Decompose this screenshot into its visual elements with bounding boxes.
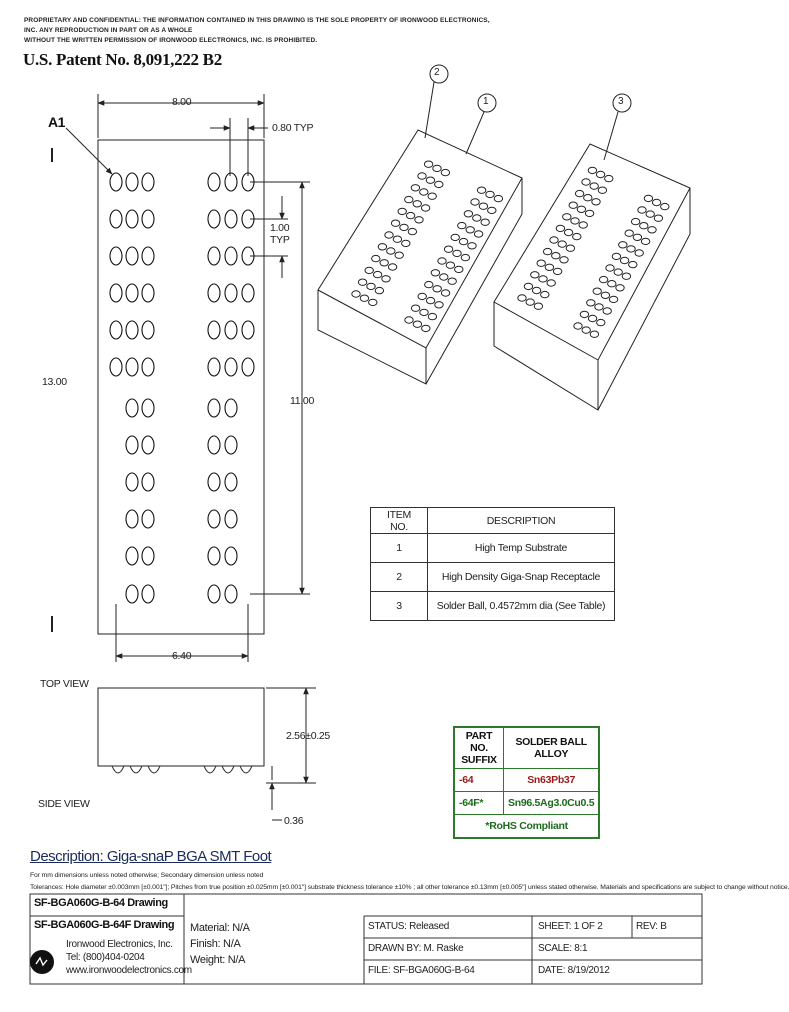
finish: Finish: N/A: [190, 938, 241, 950]
items-header-desc: DESCRIPTION: [428, 508, 615, 534]
callout-3: 3: [618, 96, 624, 107]
company-name: Ironwood Electronics, Inc.: [66, 939, 173, 950]
alloy-header-alloy: SOLDER BALL ALLOY: [504, 727, 600, 769]
company-web: www.ironwoodelectronics.com: [66, 965, 192, 976]
top-view-caption: TOP VIEW: [40, 678, 89, 690]
status: STATUS: Released: [368, 921, 449, 932]
side-view-caption: SIDE VIEW: [38, 798, 90, 810]
dim-row-pitch-typ: TYP: [270, 234, 290, 246]
dim-ball: 0.36: [284, 815, 304, 827]
item-desc: High Density Giga-Snap Receptacle: [428, 563, 615, 592]
item-desc: High Temp Substrate: [428, 534, 615, 563]
material: Material: N/A: [190, 922, 250, 934]
alloy-name: Sn96.5Ag3.0Cu0.5: [504, 792, 600, 815]
proprietary-line-1: PROPRIETARY AND CONFIDENTIAL: THE INFORMATION CONTAINED IN THIS DRAWING IS THE SOLE PROPERTY OF IRONWOOD ELECTRONICS, INC. ANY REPRODUCTION IN PART OR AS A WHOLE: [24, 17, 490, 34]
dim-row-pitch-value: 1.00: [270, 222, 290, 234]
file-name: FILE: SF-BGA060G-B-64: [368, 965, 475, 976]
dim-pitch: 0.80 TYP: [272, 122, 314, 134]
drawn-by: DRAWN BY: M. Raske: [368, 943, 464, 954]
a1-label: A1: [48, 114, 65, 130]
tolerance-note: Tolerances: Hole diameter ±0.003mm [±0.001"]; Pitches from true position ±0.025mm [±0.001"] substrate thickness tolerance ±10% ; all other tolerance ±0.13mm [±0.005"] unless stated otherwise. Materials and specifications are subject to change without notice.: [30, 884, 789, 891]
items-header-no: ITEM NO.: [371, 508, 428, 534]
patent-number: U.S. Patent No. 8,091,222 B2: [23, 50, 222, 69]
units-note: For mm dimensions unless noted otherwise; Secondary dimension unless noted: [30, 872, 264, 879]
weight: Weight: N/A: [190, 954, 246, 966]
item-no: 1: [371, 534, 428, 563]
part-number-1: SF-BGA060G-B-64 Drawing: [34, 897, 168, 909]
item-desc: Solder Ball, 0.4572mm dia (See Table): [428, 592, 615, 621]
item-no: 3: [371, 592, 428, 621]
alloy-name: Sn63Pb37: [504, 769, 600, 792]
description-title: Description: Giga-snaP BGA SMT Foot: [30, 848, 272, 865]
sheet: SHEET: 1 OF 2: [538, 921, 603, 932]
alloy-suffix: -64: [454, 769, 504, 792]
dim-inner-height: 11.00: [290, 395, 314, 407]
alloy-suffix: -64F*: [454, 792, 504, 815]
callout-1: 1: [483, 96, 489, 107]
rohs-note: *RoHS Compliant: [454, 815, 599, 839]
revision: REV: B: [636, 921, 667, 932]
alloy-header-suffix: PART NO. SUFFIX: [454, 727, 504, 769]
dim-inner-width: 6.40: [172, 650, 192, 662]
dim-width: 8.00: [172, 96, 192, 108]
date: DATE: 8/19/2012: [538, 965, 610, 976]
part-number-2: SF-BGA060G-B-64F Drawing: [34, 919, 175, 931]
company-tel: Tel: (800)404-0204: [66, 952, 145, 963]
dim-height: 13.00: [42, 376, 67, 388]
dim-side-height: 2.56±0.25: [286, 730, 330, 742]
callout-2: 2: [434, 67, 440, 78]
scale: SCALE: 8:1: [538, 943, 588, 954]
proprietary-line-2: WITHOUT THE WRITTEN PERMISSION OF IRONWOOD ELECTRONICS, INC. IS PROHIBITED.: [24, 37, 318, 44]
item-no: 2: [371, 563, 428, 592]
